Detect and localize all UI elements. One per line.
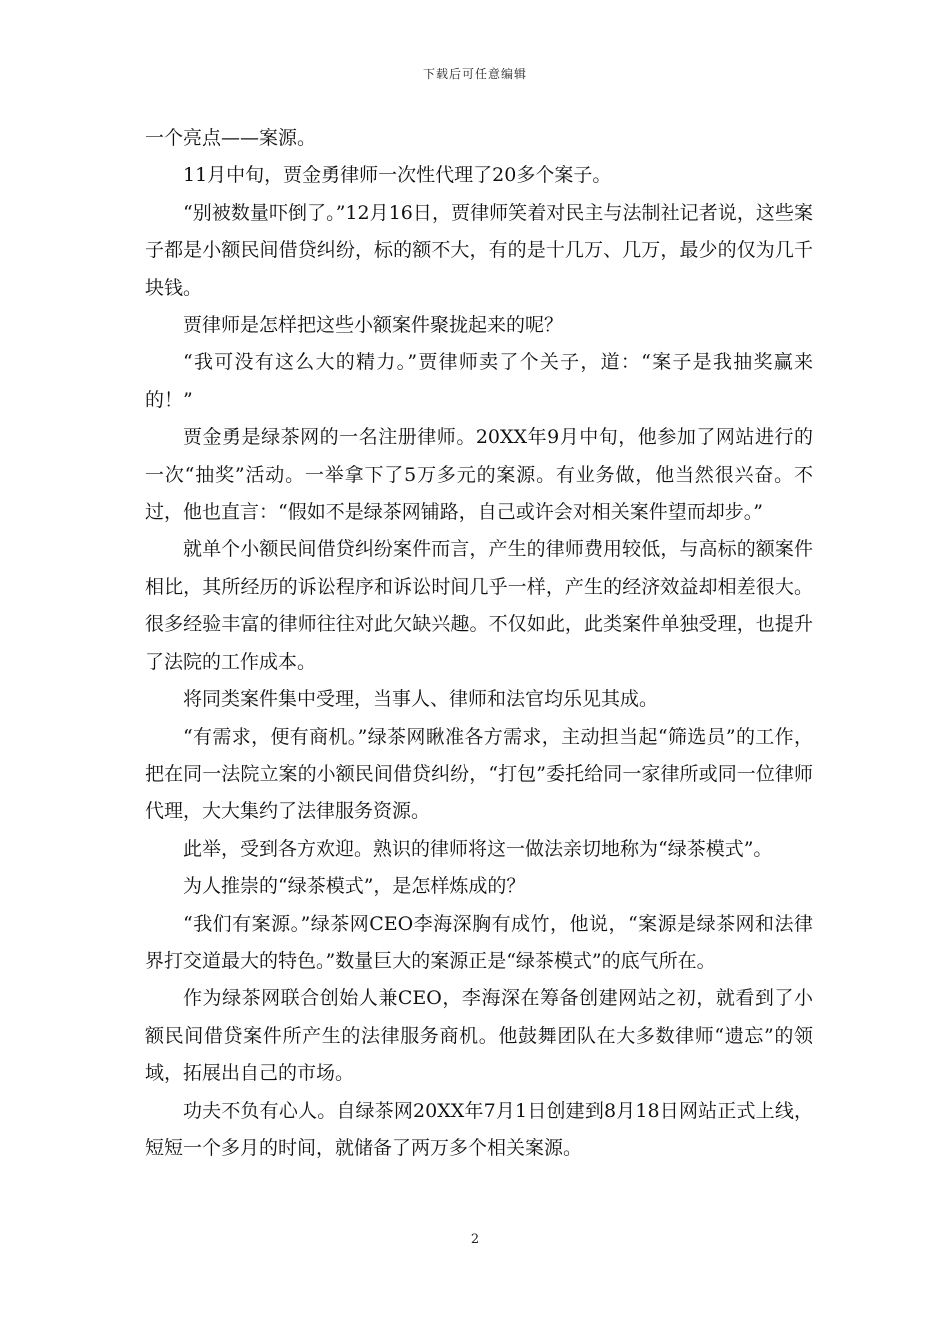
paragraph: 功夫不负有心人。自绿茶网20XX年7月1日创建到8月18日网站正式上线，短短一个多月的时间，就储备了两万多个相关案源。 (145, 1099, 813, 1159)
paragraph: “我可没有这么大的精力。”贾律师卖了个关子，道：“案子是我抽奖赢来的！” (145, 351, 813, 411)
document-body (145, 120, 813, 1167)
paragraph: 将同类案件集中受理，当事人、律师和法官均乐见其成。 (183, 688, 659, 711)
paragraph: “有需求，便有商机。”绿茶网瞅准各方需求，主动担当起“筛选员”的工作，把在同一法院立案的小额民间借贷纠纷，“打包”委托给同一家律所或同一位律师代理，大大集约了法律服务资源。 (145, 725, 813, 823)
paragraph: “别被数量吓倒了。”12月16日，贾律师笑着对民主与法制社记者说，这些案子都是小额民间借贷纠纷，标的额不大，有的是十几万、几万，最少的仅为几千块钱。 (145, 201, 813, 299)
paragraph: 贾金勇是绿茶网的一名注册律师。20XX年9月中旬，他参加了网站进行的一次“抽奖”活动。一举拿下了5万多元的案源。有业务做，他当然很兴奋。不过，他也直言：“假如不是绿茶网铺路，自己或许会对相关案件望而却步。” (145, 426, 813, 524)
paragraph: 为人推崇的“绿茶模式”，是怎样炼成的？ (183, 875, 526, 898)
paragraph: 贾律师是怎样把这些小额案件聚拢起来的呢？ (183, 314, 564, 337)
paragraph: 一个亮点——案源。 (145, 127, 317, 149)
paragraph: 此举，受到各方欢迎。熟识的律师将这一做法亲切地称为“绿茶模式”。 (183, 837, 773, 860)
paragraph: “我们有案源。”绿茶网CEO李海深胸有成竹，他说，“案源是绿茶网和法律界打交道最大的特色。”数量巨大的案源正是“绿茶模式”的底气所在。 (145, 912, 813, 972)
paragraph: 作为绿茶网联合创始人兼CEO，李海深在筹备创建网站之初，就看到了小额民间借贷案件所产生的法律服务商机。他鼓舞团队在大多数律师“遗忘”的领域，拓展出自己的市场。 (145, 987, 813, 1085)
paragraph: 就单个小额民间借贷纠纷案件而言，产生的律师费用较低，与高标的额案件相比，其所经历的诉讼程序和诉讼时间几乎一样，产生的经济效益却相差很大。很多经验丰富的律师往往对此欠缺兴趣。不仅如此，此类案件单独受理，也提升了法院的工作成本。 (145, 538, 813, 673)
paragraph: 11月中旬，贾金勇律师一次性代理了20多个案子。 (183, 164, 612, 187)
page-header-note: 下载后可任意编辑 (422, 67, 527, 81)
page-number: 2 (470, 1232, 480, 1247)
